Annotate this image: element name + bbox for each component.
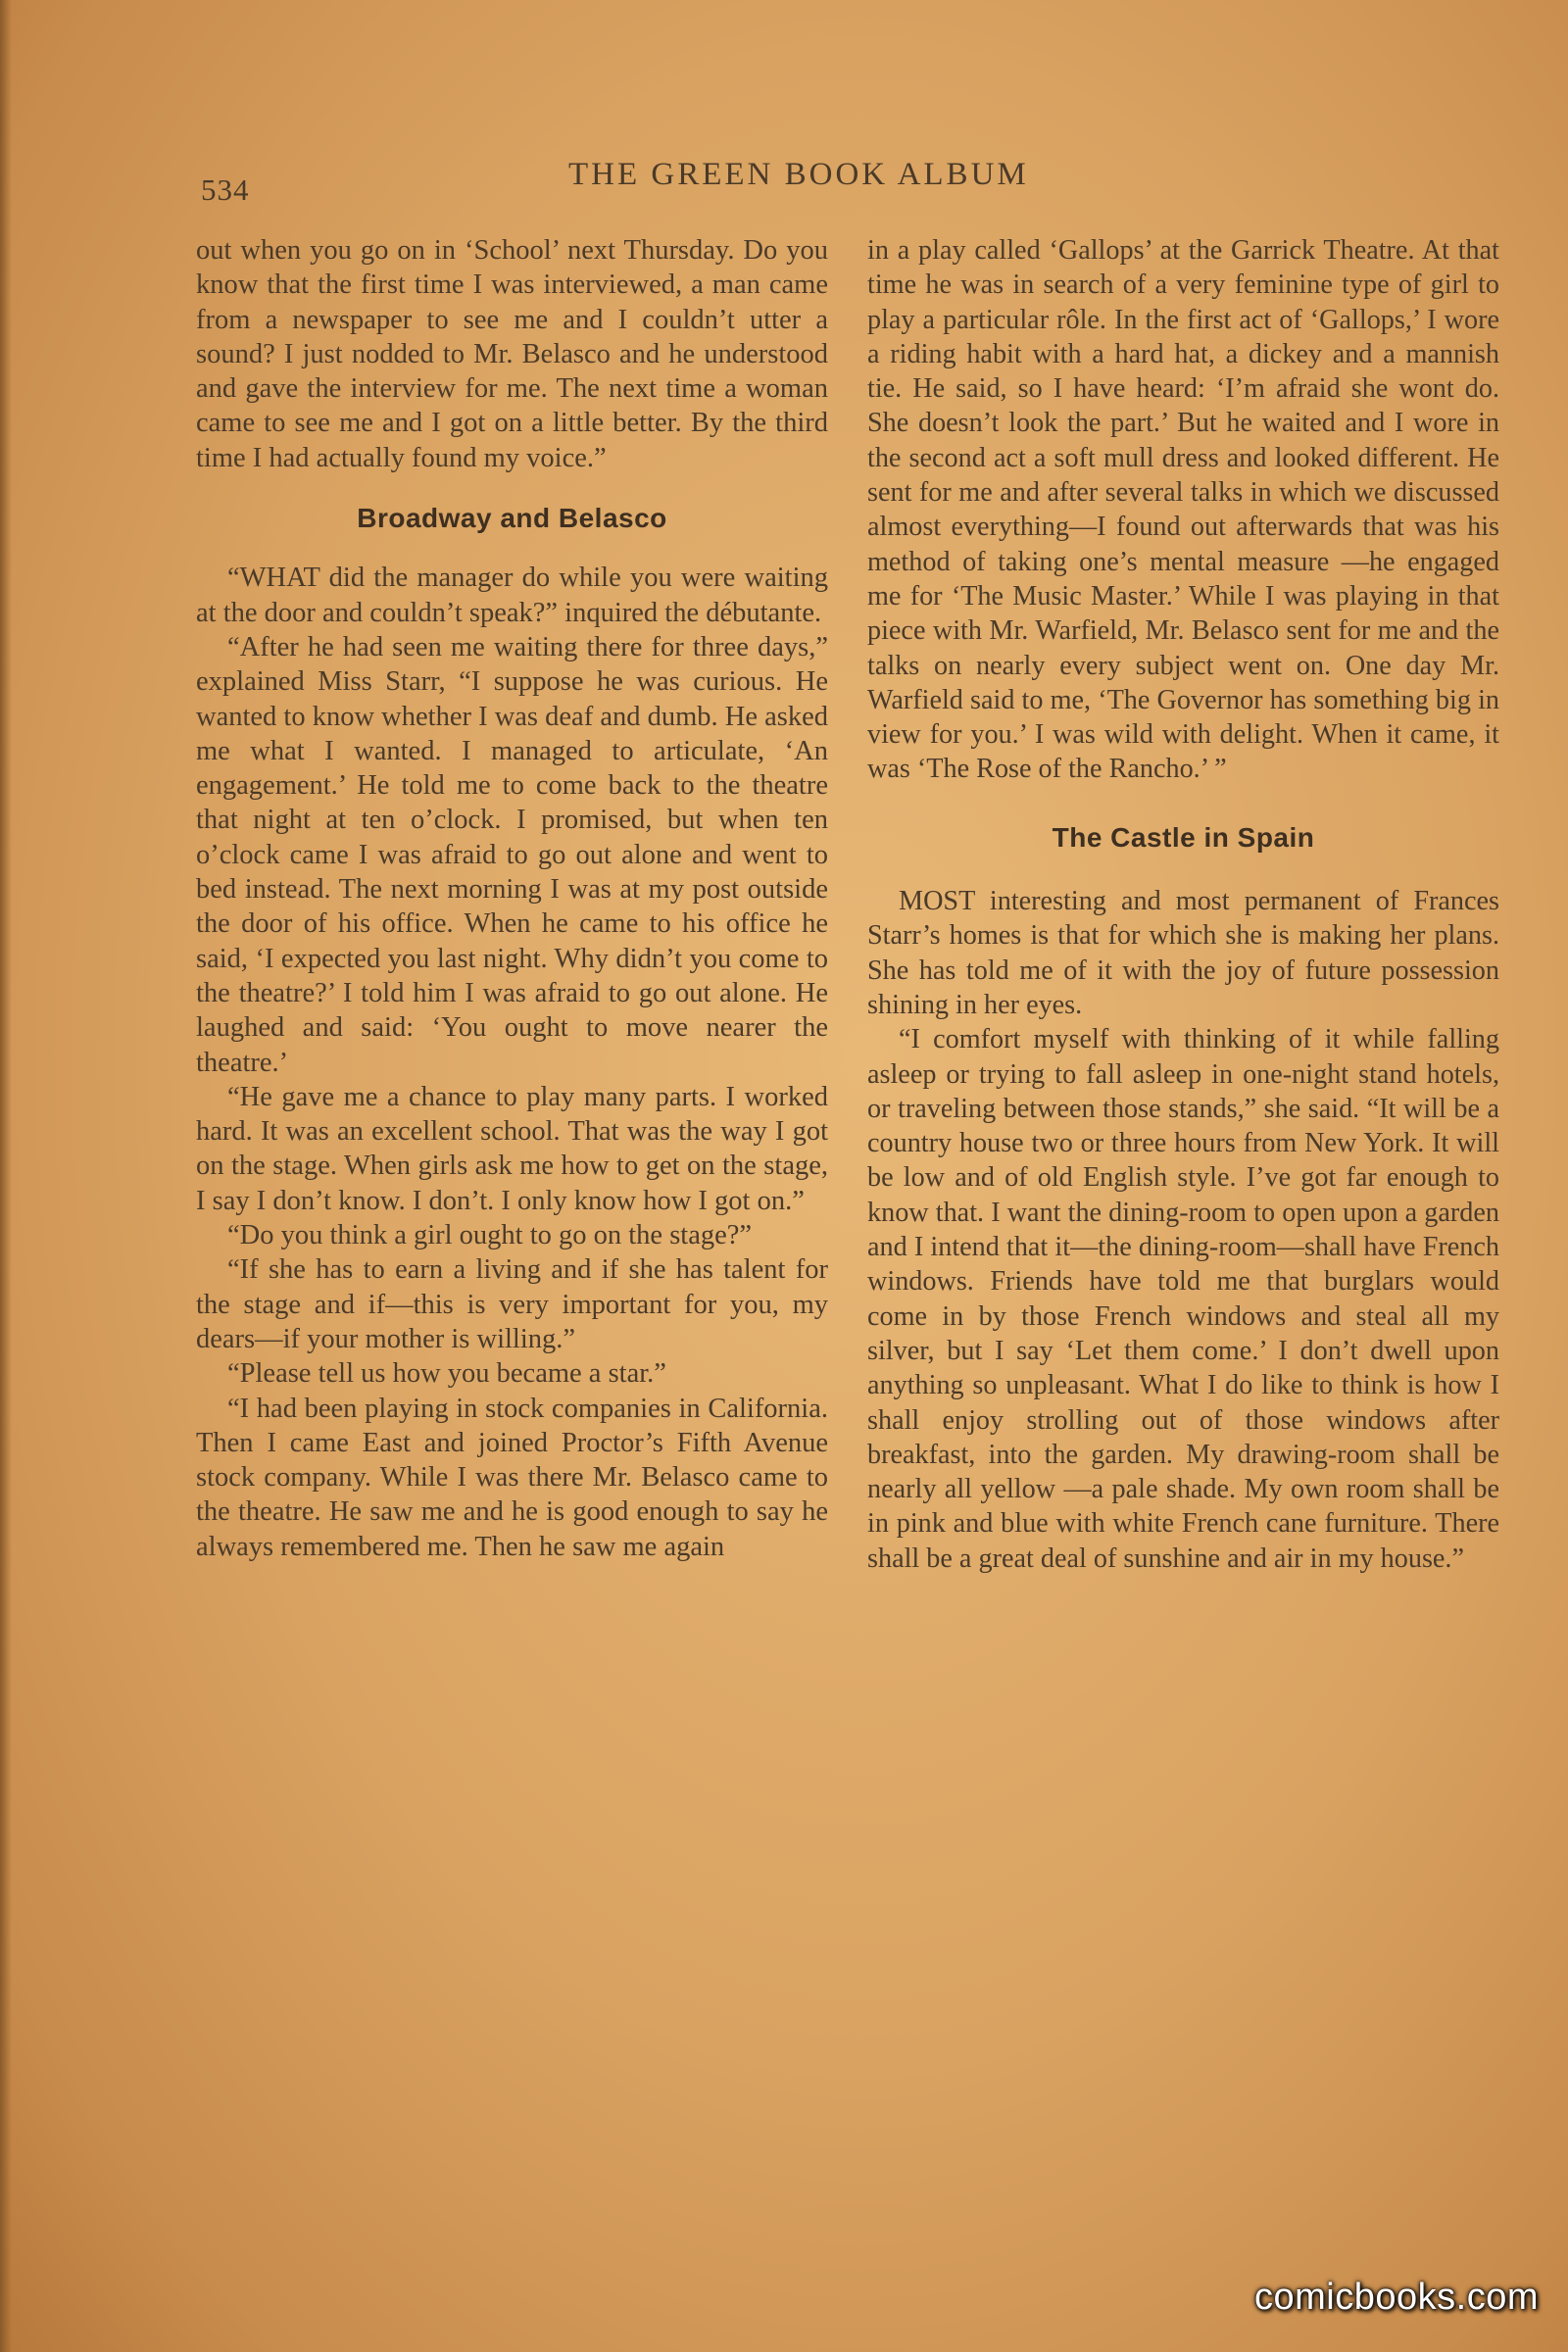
watermark: comicbooks.com [1254, 2277, 1539, 2318]
paragraph: out when you go on in ‘School’ next Thursday. Do you know that the first time I was interviewed, a man came from a newspaper to see me and I couldn’t utter a sound? I just nodded to Mr. Belasco and he understood and gave the interview for me. The next time a woman came to see me and I got on a little better. By the third time I had actually found my voice.” [196, 235, 828, 473]
paragraph: “Please tell us how you became a star.” [227, 1358, 666, 1390]
paragraph: “After he had seen me waiting there for three days,” explained Miss Starr, “I suppose he was curious. He wanted to know whether I was deaf and dumb. He asked me what I wanted. I managed to articulate, ‘An engagement.’ He told me to come back to the theatre that night at ten o’clock. I promised, but when ten o’clock came I was afraid to go out alone and went to bed instead. The next morning I was at my post outside the door of his office. When he came to his office he said, ‘I expected you last night. Why didn’t you come to the theatre?’ I told him I was afraid to go out alone. He laughed and said: ‘You ought to move nearer the theatre.’ [196, 631, 829, 1078]
running-title: THE GREEN BOOK ALBUM [568, 157, 1029, 192]
page-header [201, 157, 1181, 206]
paragraph: “I had been playing in stock companies in California. Then I came East and joined Proctor’s Fifth Avenue stock company. While I was there Mr. Belasco came to the theatre. He saw me and he is good enough to say he always remembered me. Then he saw me again [196, 1393, 828, 1562]
section-heading: Broadway and Belasco [357, 503, 667, 534]
paragraph: “Do you think a girl ought to go on the stage?” [227, 1220, 753, 1251]
paragraph: “WHAT did the manager do while you were waiting at the door and couldn’t speak?” inquired the débutante. [196, 563, 828, 628]
paragraph: MOST interesting and most permanent of Frances Starr’s homes is that for which she is making her plans. She has told me of it with the joy of future possession shining in her eyes. [867, 886, 1499, 1020]
section-heading: The Castle in Spain [1052, 821, 1315, 853]
page-number: 534 [201, 172, 250, 207]
paragraph: in a play called ‘Gallops’ at the Garrick Theatre. At that time he was in search of a very feminine type of girl to play a particular rôle. In the first act of ‘Gallops,’ I wore a riding habit with a hard hat, a dickey and a mannish tie. He said, so I have heard: ‘I’m afraid she wont do. She doesn’t look the part.’ But he waited and I wore in the second act a soft mull dress and looked different. He sent for me and after several talks in which we discussed almost everything—I found out afterwards that was his method of taking one’s mental measure —he engaged me for ‘The Music Master.’ While I was playing in that piece with Mr. Warfield, Mr. Belasco sent for me and the talks on nearly every subject went on. One day Mr. Warfield said to me, ‘The Governor has something big in view for you.’ I was wild with delight. When it came, it was ‘The Rose of the Rancho.’ ” [867, 235, 1499, 785]
left-column [196, 233, 828, 1564]
page-edge-shadow [0, 0, 12, 2352]
paragraph: “He gave me a chance to play many parts. I worked hard. It was an excellent school. That was the way I got on the stage. When girls ask me how to get on the stage, I say I don’t know. I don’t. I only know how I got on.” [196, 1081, 828, 1216]
right-column [867, 233, 1499, 1576]
paragraph: “If she has to earn a living and if she has talent for the stage and if—this is very important for you, my dears—if your mother is willing.” [196, 1254, 828, 1354]
paragraph: “I comfort myself with thinking of it while falling asleep or trying to fall asleep in one-night stand hotels, or traveling between those stands,” she said. “It will be a country house two or three hours from New York. It will be low and of old English style. I’ve got far enough to know that. I want the dining-room to open upon a garden and I intend that it—the dining-room—shall have French windows. Friends have told me that burglars would come in by those French windows and steal all my silver, but I say ‘Let them come.’ I don’t dwell upon anything so unpleasant. What I do like to think is how I shall enjoy strolling out of those windows after breakfast, into the garden. My drawing-room shall be nearly all yellow —a pale shade. My own room shall be in pink and blue with white French cane furniture. There shall be a great deal of sunshine and air in my house.” [867, 1024, 1499, 1574]
